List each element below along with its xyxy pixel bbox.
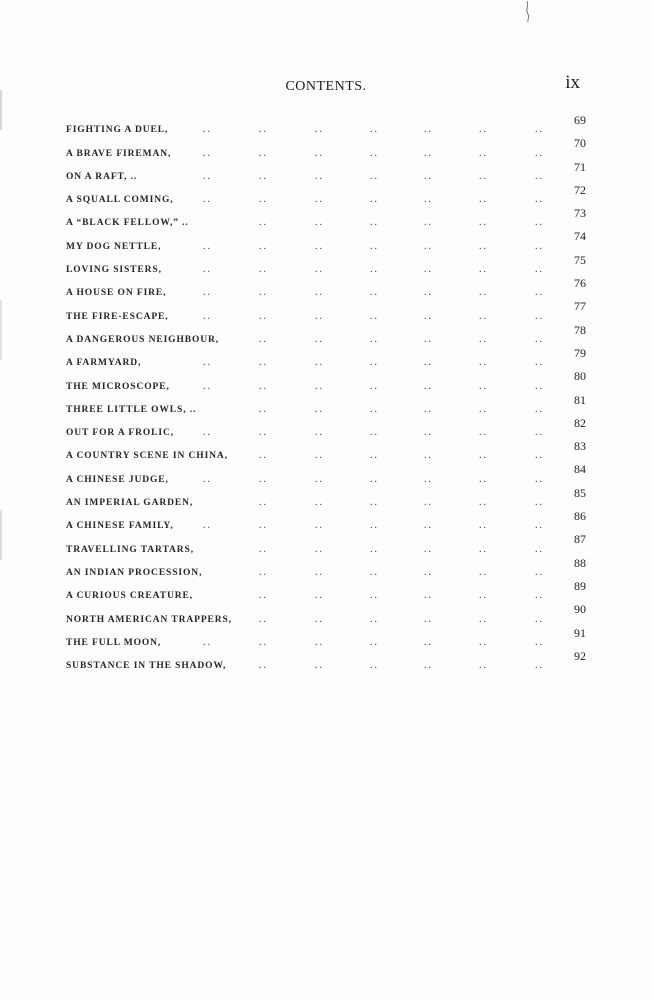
dot-leader: ..: [479, 660, 488, 672]
dot-leader: ..: [370, 543, 379, 555]
dot-leader: ..: [370, 613, 379, 625]
dot-leader: ..: [259, 310, 268, 322]
toc-entry[interactable]: [66, 299, 586, 322]
dot-leader: ..: [479, 194, 488, 206]
toc-entry-page: 82: [574, 415, 586, 430]
dot-leader: ..: [259, 497, 268, 509]
toc-entry-page: 84: [574, 462, 586, 477]
dot-leader: ..: [424, 170, 433, 182]
dot-leader: ..: [479, 543, 488, 555]
toc-entry-title: A SQUALL COMING,: [66, 195, 174, 206]
dot-leader: ..: [315, 287, 324, 299]
dot-leader: ..: [424, 264, 433, 276]
dot-leader: ..: [259, 520, 268, 532]
toc-entry[interactable]: [66, 532, 586, 555]
dot-leader: ..: [203, 636, 212, 648]
dot-leader: ..: [479, 147, 488, 159]
dot-leader: ..: [535, 333, 544, 345]
toc-entry-page: 86: [574, 509, 586, 524]
dot-leader: ..: [370, 194, 379, 206]
toc-entry-title: A CHINESE JUDGE,: [66, 474, 169, 485]
dot-leader: ..: [535, 497, 544, 509]
dot-leader: ..: [370, 124, 379, 136]
dot-leader: ..: [259, 590, 268, 602]
dot-leader: ..: [535, 427, 544, 439]
dot-leader: ..: [424, 497, 433, 509]
dot-leader: ..: [370, 520, 379, 532]
dot-leader: ..: [479, 566, 488, 578]
dot-leader: ..: [479, 217, 488, 229]
dot-leader: ..: [424, 613, 433, 625]
toc-entry[interactable]: [66, 393, 586, 416]
dot-leader: ..: [315, 590, 324, 602]
dot-leader: ..: [315, 170, 324, 182]
dot-leader: ..: [479, 357, 488, 369]
dot-leader: ..: [259, 450, 268, 462]
page-number: ix: [565, 72, 580, 93]
toc-entry-page: 71: [574, 159, 586, 174]
toc-entry-page: 81: [574, 392, 586, 407]
toc-entry-title: A COUNTRY SCENE IN CHINA,: [66, 451, 228, 462]
dot-leader: ..: [424, 660, 433, 672]
toc-entry-title: A CHINESE FAMILY,: [66, 521, 174, 532]
dot-leader: ..: [424, 380, 433, 392]
toc-entry[interactable]: [66, 579, 586, 602]
dot-leader: ..: [424, 403, 433, 415]
dot-leader: ..: [535, 147, 544, 159]
toc-entry-title: THREE LITTLE OWLS, ..: [66, 404, 197, 415]
toc-entry-title: A CURIOUS CREATURE,: [66, 591, 193, 602]
dot-leader: ..: [535, 590, 544, 602]
dot-leader: ..: [259, 287, 268, 299]
dot-leader: ..: [315, 357, 324, 369]
toc-entry-title: A FARMYARD,: [66, 358, 142, 369]
dot-leader: ..: [203, 310, 212, 322]
toc-entry[interactable]: [66, 323, 586, 346]
dot-leader: ..: [479, 310, 488, 322]
dot-leader: ..: [203, 520, 212, 532]
dot-leader: ..: [424, 217, 433, 229]
toc-entry[interactable]: [66, 113, 586, 136]
dot-leader: ..: [259, 357, 268, 369]
toc-entry-page: 88: [574, 555, 586, 570]
dot-leader: ..: [479, 636, 488, 648]
dot-leader: ..: [370, 566, 379, 578]
margin-pencil-mark: [522, 0, 530, 22]
dot-leader: ..: [370, 450, 379, 462]
dot-leader: ..: [479, 287, 488, 299]
dot-leader: ..: [259, 124, 268, 136]
dot-leader: ..: [370, 170, 379, 182]
dot-leader: ..: [259, 170, 268, 182]
toc-entry[interactable]: [66, 160, 586, 183]
toc-entry-title: A “BLACK FELLOW,” ..: [66, 218, 189, 229]
dot-leader: ..: [259, 217, 268, 229]
dot-leader: ..: [479, 380, 488, 392]
dot-leader: ..: [315, 636, 324, 648]
dot-leader: ..: [535, 543, 544, 555]
dot-leader: ..: [370, 333, 379, 345]
dot-leader: ..: [259, 613, 268, 625]
dot-leader: ..: [535, 636, 544, 648]
dot-leader: ..: [259, 240, 268, 252]
dot-leader: ..: [315, 613, 324, 625]
dot-leader: ..: [424, 543, 433, 555]
toc-entry[interactable]: [66, 206, 586, 229]
dot-leader: ..: [315, 566, 324, 578]
dot-leader: ..: [259, 636, 268, 648]
dot-leader: ..: [370, 427, 379, 439]
dot-leader: ..: [370, 287, 379, 299]
toc-entry-page: 90: [574, 602, 586, 617]
toc-entry-page: 69: [574, 113, 586, 127]
dot-leader: ..: [203, 124, 212, 136]
dot-leader: ..: [424, 473, 433, 485]
dot-leader: ..: [315, 333, 324, 345]
dot-leader: ..: [370, 380, 379, 392]
dot-leader: ..: [259, 333, 268, 345]
dot-leader: ..: [479, 473, 488, 485]
dot-leader: ..: [203, 380, 212, 392]
dot-leader: ..: [479, 170, 488, 182]
toc-entry-page: 83: [574, 439, 586, 454]
toc-entry-page: 77: [574, 299, 586, 314]
dot-leader: ..: [479, 520, 488, 532]
dot-leader: ..: [315, 427, 324, 439]
dot-leader: ..: [370, 403, 379, 415]
toc-entry[interactable]: [66, 439, 586, 462]
dot-leader: ..: [479, 497, 488, 509]
toc-entry[interactable]: [66, 183, 586, 206]
dot-leader: ..: [535, 264, 544, 276]
dot-leader: ..: [370, 357, 379, 369]
dot-leader: ..: [370, 310, 379, 322]
dot-leader: ..: [203, 357, 212, 369]
toc-entry-title: THE FULL MOON,: [66, 637, 162, 648]
dot-leader: ..: [479, 124, 488, 136]
dot-leader: ..: [203, 473, 212, 485]
dot-leader: ..: [259, 660, 268, 672]
dot-leader: ..: [535, 660, 544, 672]
toc-entry-page: 79: [574, 345, 586, 360]
dot-leader: ..: [535, 450, 544, 462]
dot-leader: ..: [535, 520, 544, 532]
dot-leader: ..: [424, 287, 433, 299]
dot-leader: ..: [535, 566, 544, 578]
dot-leader: ..: [535, 124, 544, 136]
toc-entry-page: 92: [574, 648, 586, 663]
dot-leader: ..: [424, 333, 433, 345]
dot-leader: ..: [315, 497, 324, 509]
dot-leader: ..: [315, 264, 324, 276]
toc-entry[interactable]: [66, 462, 586, 485]
dot-leader: ..: [535, 473, 544, 485]
dot-leader: ..: [259, 566, 268, 578]
toc-entry[interactable]: [66, 253, 586, 276]
dot-leader: ..: [315, 310, 324, 322]
dot-leader: ..: [535, 310, 544, 322]
toc-entry-page: 87: [574, 532, 586, 547]
dot-leader: ..: [259, 427, 268, 439]
dot-leader: ..: [370, 147, 379, 159]
toc-entry[interactable]: [66, 509, 586, 532]
toc-entry-page: 78: [574, 322, 586, 337]
toc-entry[interactable]: [66, 602, 586, 625]
toc-entry-page: 74: [574, 229, 586, 244]
dot-leader: ..: [315, 543, 324, 555]
dot-leader: ..: [479, 590, 488, 602]
dot-leader: ..: [535, 217, 544, 229]
toc-entry-title: AN INDIAN PROCESSION,: [66, 567, 203, 578]
dot-leader: ..: [315, 473, 324, 485]
dot-leader: ..: [259, 380, 268, 392]
dot-leader: ..: [315, 450, 324, 462]
dot-leader: ..: [370, 497, 379, 509]
dot-leader: ..: [424, 124, 433, 136]
toc-entry[interactable]: [66, 229, 586, 252]
dot-leader: ..: [424, 520, 433, 532]
dot-leader: ..: [370, 264, 379, 276]
dot-leader: ..: [424, 240, 433, 252]
dot-leader: ..: [479, 240, 488, 252]
dot-leader: ..: [315, 194, 324, 206]
dot-leader: ..: [315, 240, 324, 252]
toc-entry[interactable]: [66, 136, 586, 159]
dot-leader: ..: [535, 380, 544, 392]
toc-entry-page: 91: [574, 625, 586, 640]
dot-leader: ..: [479, 403, 488, 415]
toc-entry-title: NORTH AMERICAN TRAPPERS,: [66, 614, 232, 625]
dot-leader: ..: [424, 566, 433, 578]
dot-leader: ..: [259, 543, 268, 555]
toc-entry-title: AN IMPERIAL GARDEN,: [66, 498, 194, 509]
dot-leader: ..: [479, 450, 488, 462]
dot-leader: ..: [203, 427, 212, 439]
toc-entry-title: THE FIRE-ESCAPE,: [66, 311, 169, 322]
table-of-contents: [66, 113, 586, 672]
page-edge-shadow: [0, 90, 4, 590]
dot-leader: ..: [203, 170, 212, 182]
dot-leader: ..: [424, 310, 433, 322]
toc-entry[interactable]: [66, 416, 586, 439]
dot-leader: ..: [259, 473, 268, 485]
dot-leader: ..: [370, 217, 379, 229]
dot-leader: ..: [315, 660, 324, 672]
toc-entry-title: FIGHTING A DUEL,: [66, 125, 169, 136]
toc-entry-page: 76: [574, 276, 586, 291]
dot-leader: ..: [259, 264, 268, 276]
dot-leader: ..: [203, 287, 212, 299]
toc-entry-title: A DANGEROUS NEIGHBOUR,: [66, 334, 220, 345]
dot-leader: ..: [370, 636, 379, 648]
toc-entry-page: 70: [574, 136, 586, 151]
dot-leader: ..: [203, 194, 212, 206]
dot-leader: ..: [535, 357, 544, 369]
dot-leader: ..: [535, 194, 544, 206]
dot-leader: ..: [203, 264, 212, 276]
dot-leader: ..: [315, 124, 324, 136]
toc-entry-title: SUBSTANCE IN THE SHADOW,: [66, 661, 227, 672]
toc-entry-title: TRAVELLING TARTARS,: [66, 544, 194, 555]
dot-leader: ..: [370, 473, 379, 485]
toc-entry[interactable]: [66, 346, 586, 369]
dot-leader: ..: [315, 380, 324, 392]
dot-leader: ..: [315, 147, 324, 159]
toc-entry-page: 89: [574, 578, 586, 593]
toc-entry-title: OUT FOR A FROLIC,: [66, 428, 175, 439]
dot-leader: ..: [424, 194, 433, 206]
dot-leader: ..: [535, 403, 544, 415]
toc-entry-title: MY DOG NETTLE,: [66, 241, 162, 252]
dot-leader: ..: [479, 427, 488, 439]
dot-leader: ..: [315, 520, 324, 532]
dot-leader: ..: [203, 147, 212, 159]
dot-leader: ..: [424, 590, 433, 602]
dot-leader: ..: [535, 613, 544, 625]
dot-leader: ..: [424, 147, 433, 159]
toc-entry-page: 80: [574, 369, 586, 384]
toc-entry[interactable]: [66, 556, 586, 579]
toc-entry-title: A HOUSE ON FIRE,: [66, 288, 167, 299]
toc-entry-page: 72: [574, 182, 586, 197]
toc-entry-page: 85: [574, 485, 586, 500]
page-heading: CONTENTS.: [285, 79, 367, 94]
dot-leader: ..: [315, 403, 324, 415]
dot-leader: ..: [424, 427, 433, 439]
dot-leader: ..: [370, 660, 379, 672]
toc-entry[interactable]: [66, 649, 586, 672]
dot-leader: ..: [479, 264, 488, 276]
toc-entry-title: ON A RAFT, ..: [66, 171, 138, 182]
toc-entry-page: 73: [574, 206, 586, 221]
dot-leader: ..: [424, 357, 433, 369]
dot-leader: ..: [535, 287, 544, 299]
toc-entry[interactable]: [66, 626, 586, 649]
toc-entry[interactable]: [66, 276, 586, 299]
dot-leader: ..: [479, 333, 488, 345]
dot-leader: ..: [424, 636, 433, 648]
dot-leader: ..: [315, 217, 324, 229]
toc-entry-title: THE MICROSCOPE,: [66, 381, 170, 392]
dot-leader: ..: [259, 147, 268, 159]
dot-leader: ..: [535, 240, 544, 252]
dot-leader: ..: [424, 450, 433, 462]
dot-leader: ..: [535, 170, 544, 182]
dot-leader: ..: [259, 403, 268, 415]
dot-leader: ..: [203, 240, 212, 252]
dot-leader: ..: [370, 590, 379, 602]
dot-leader: ..: [370, 240, 379, 252]
dot-leader: ..: [259, 194, 268, 206]
toc-entry[interactable]: [66, 369, 586, 392]
dot-leader: ..: [479, 613, 488, 625]
toc-entry-title: A BRAVE FIREMAN,: [66, 148, 172, 159]
toc-entry[interactable]: [66, 486, 586, 509]
toc-entry-title: LOVING SISTERS,: [66, 265, 162, 276]
toc-entry-page: 75: [574, 252, 586, 267]
